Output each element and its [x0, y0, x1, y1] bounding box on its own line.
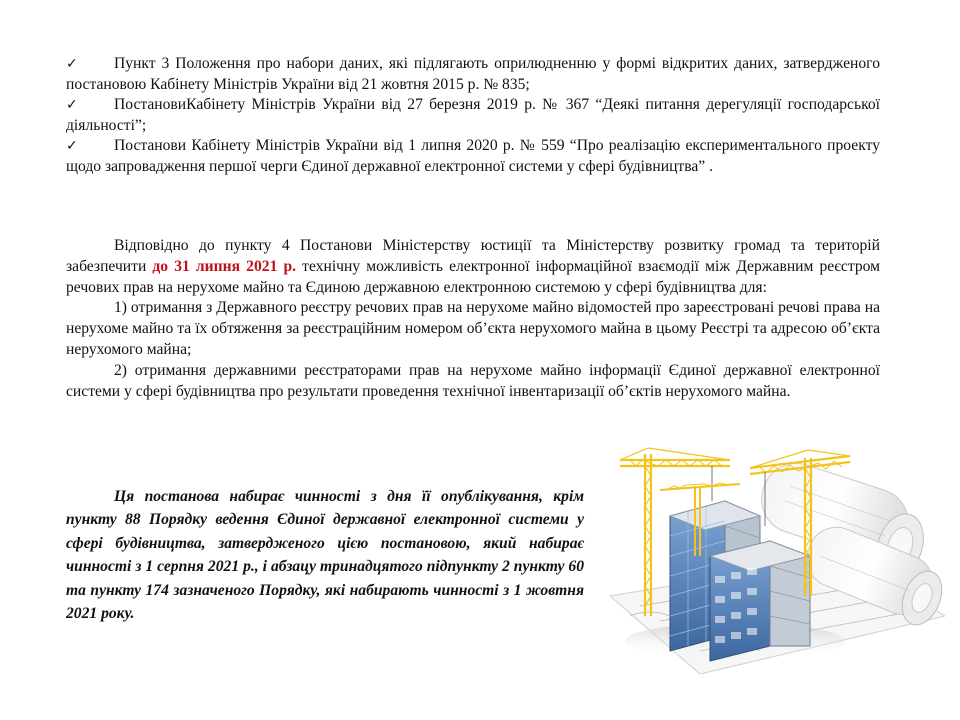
- obligation-paragraph: [66, 236, 880, 298]
- list-item: [66, 95, 880, 136]
- list-item-1: 1) отримання з Державного реєстру речових прав на нерухоме майно відомостей про зареєстровані речові права на нерухоме майно та їх обтяження за реєстраційним номером об’єкта нерухомого майна в цьому Реєстрі та адресою об’єкта нерухомого майна;: [66, 299, 880, 358]
- checkmark-icon: ✓: [66, 97, 78, 114]
- legal-basis-list: [66, 54, 880, 178]
- checkmark-icon: ✓: [66, 138, 78, 155]
- paragraph-text-end: технічну можливість електронної інформаційної взаємодії між Державним реєстром речових прав на нерухоме майно та Єдиною державною електронною системою у сфері будівництва для:: [66, 257, 880, 296]
- deadline-highlight: до 31 липня 2021 р.: [152, 257, 297, 275]
- effective-date-text: Ця постанова набирає чинності з дня її опублікування, крім пункту 88 Порядку ведення Єдиної державної електронної системи у сфері будівництва, затвердженого цією постановою, який набирає чинності з 1 серпня 2021 р., і абзацу тринадцятого підпункту 2 пункту 60 та пункту 174 зазначеного Порядку, які набирають чинності з 1 жовтня 2021 року.: [66, 488, 584, 623]
- list-item-text: ПостановиКабінету Міністрів України від 27 березня 2019 р. № 367 “Деякі питання дерегуляції господарської діяльності”;: [66, 96, 880, 134]
- list-item: [66, 136, 880, 177]
- list-item-text: Постанови Кабінету Міністрів України від 1 липня 2020 р. № 559 “Про реалізацію експериментального проекту щодо запровадження першої черги Єдиної державної електронної системи у сфері будівництва” .: [66, 137, 880, 175]
- paragraph-text-start: Відповідно до пункту 4 Постанови Міністерству юстиції та Міністерству розвитку громад та територій забезпечити: [66, 237, 880, 275]
- list-item-2: 2) отримання державними реєстраторами прав на нерухоме майно інформації Єдиної державної електронної системи у сфері будівництва про результати проведення технічної інвентаризації об’єктів нерухомого майна.: [66, 361, 880, 400]
- list-item: [66, 54, 880, 95]
- main-text: [66, 236, 880, 402]
- checkmark-icon: ✓: [66, 56, 78, 72]
- construction-cranes-blueprints-icon: [600, 446, 945, 674]
- effective-date-note: [66, 485, 584, 625]
- list-item-text: Пункт 3 Положення про набори даних, які підлягають оприлюдненню у формі відкритих даних, затвердженого постановою Кабінету Міністрів України від 21 жовтня 2015 р. № 835;: [66, 55, 880, 93]
- low-building: [710, 541, 810, 661]
